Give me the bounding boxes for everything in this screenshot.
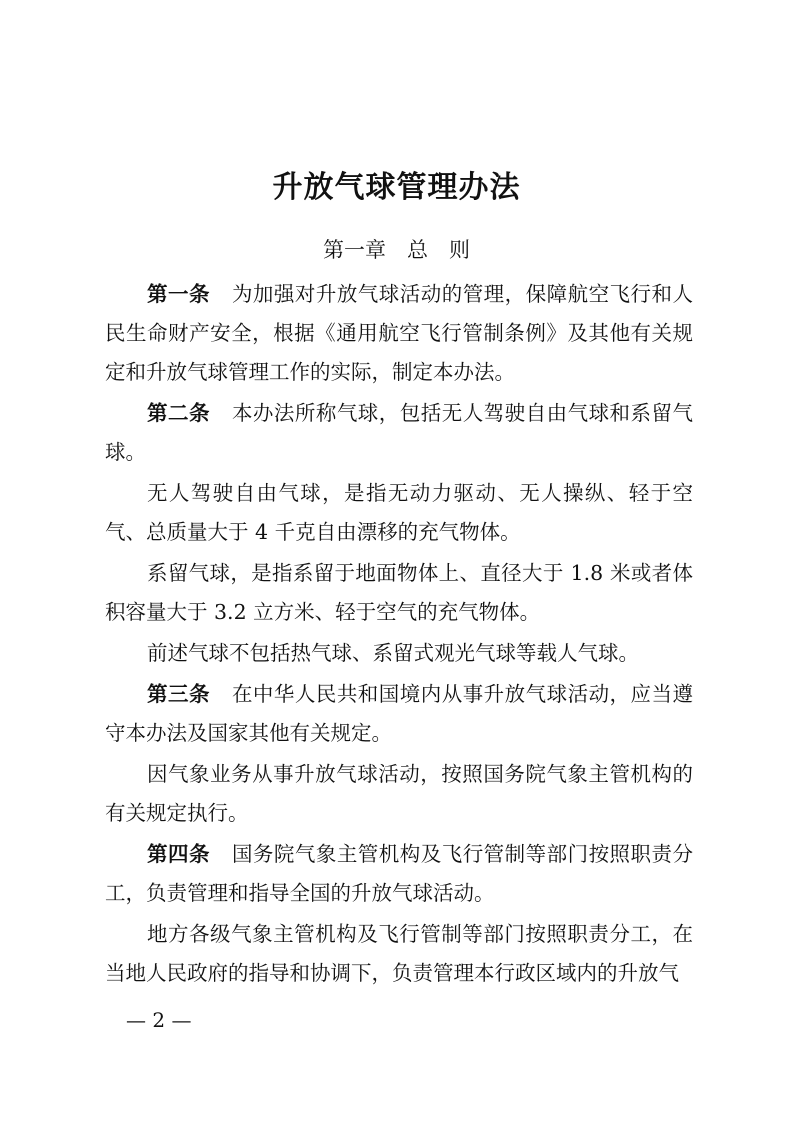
article-label: 第二条 (147, 401, 210, 425)
article-label: 第三条 (147, 682, 210, 706)
paragraph (105, 755, 693, 833)
paragraph-text: 在中华人民共和国境内从事升放气球活动，应当遵守本办法及国家其他有关规定。 (105, 682, 693, 745)
paragraph (105, 394, 693, 472)
paragraph-text: 系留气球，是指系留于地面物体上、直径大于 1.8 米或者体积容量大于 3.2 立方米、轻于空气的充气物体。 (105, 561, 693, 624)
document-title: 升放气球管理办法 (272, 170, 521, 205)
article-label: 第一条 (147, 282, 210, 306)
chapter-heading: 第一章 总 则 (323, 238, 470, 262)
paragraph-text: 地方各级气象主管机构及飞行管制等部门按照职责分工，在当地人民政府的指导和协调下，负责管理本行政区域内的升放气 (105, 922, 693, 985)
paragraph-text: 为加强对升放气球活动的管理，保障航空飞行和人民生命财产安全，根据《通用航空飞行管制条例》及其他有关规定和升放气球管理工作的实际，制定本办法。 (105, 282, 693, 384)
document-body (105, 275, 693, 993)
page-number: — 2 — (126, 1008, 192, 1032)
paragraph-text: 前述气球不包括热气球、系留式观光气球等载人气球。 (147, 641, 639, 665)
paragraph (105, 835, 693, 913)
paragraph (105, 915, 693, 993)
paragraph (105, 675, 693, 753)
paragraph-text: 本办法所称气球，包括无人驾驶自由气球和系留气球。 (105, 401, 693, 464)
paragraph (105, 634, 693, 673)
article-label: 第四条 (147, 842, 210, 866)
paragraph-text: 无人驾驶自由气球，是指无动力驱动、无人操纵、轻于空气、总质量大于 4 千克自由漂移的充气物体。 (105, 481, 693, 544)
paragraph-text: 国务院气象主管机构及飞行管制等部门按照职责分工，负责管理和指导全国的升放气球活动。 (105, 842, 693, 905)
paragraph (105, 474, 693, 552)
paragraph (105, 275, 693, 392)
paragraph (105, 554, 693, 632)
paragraph-text: 因气象业务从事升放气球活动，按照国务院气象主管机构的有关规定执行。 (105, 762, 693, 825)
